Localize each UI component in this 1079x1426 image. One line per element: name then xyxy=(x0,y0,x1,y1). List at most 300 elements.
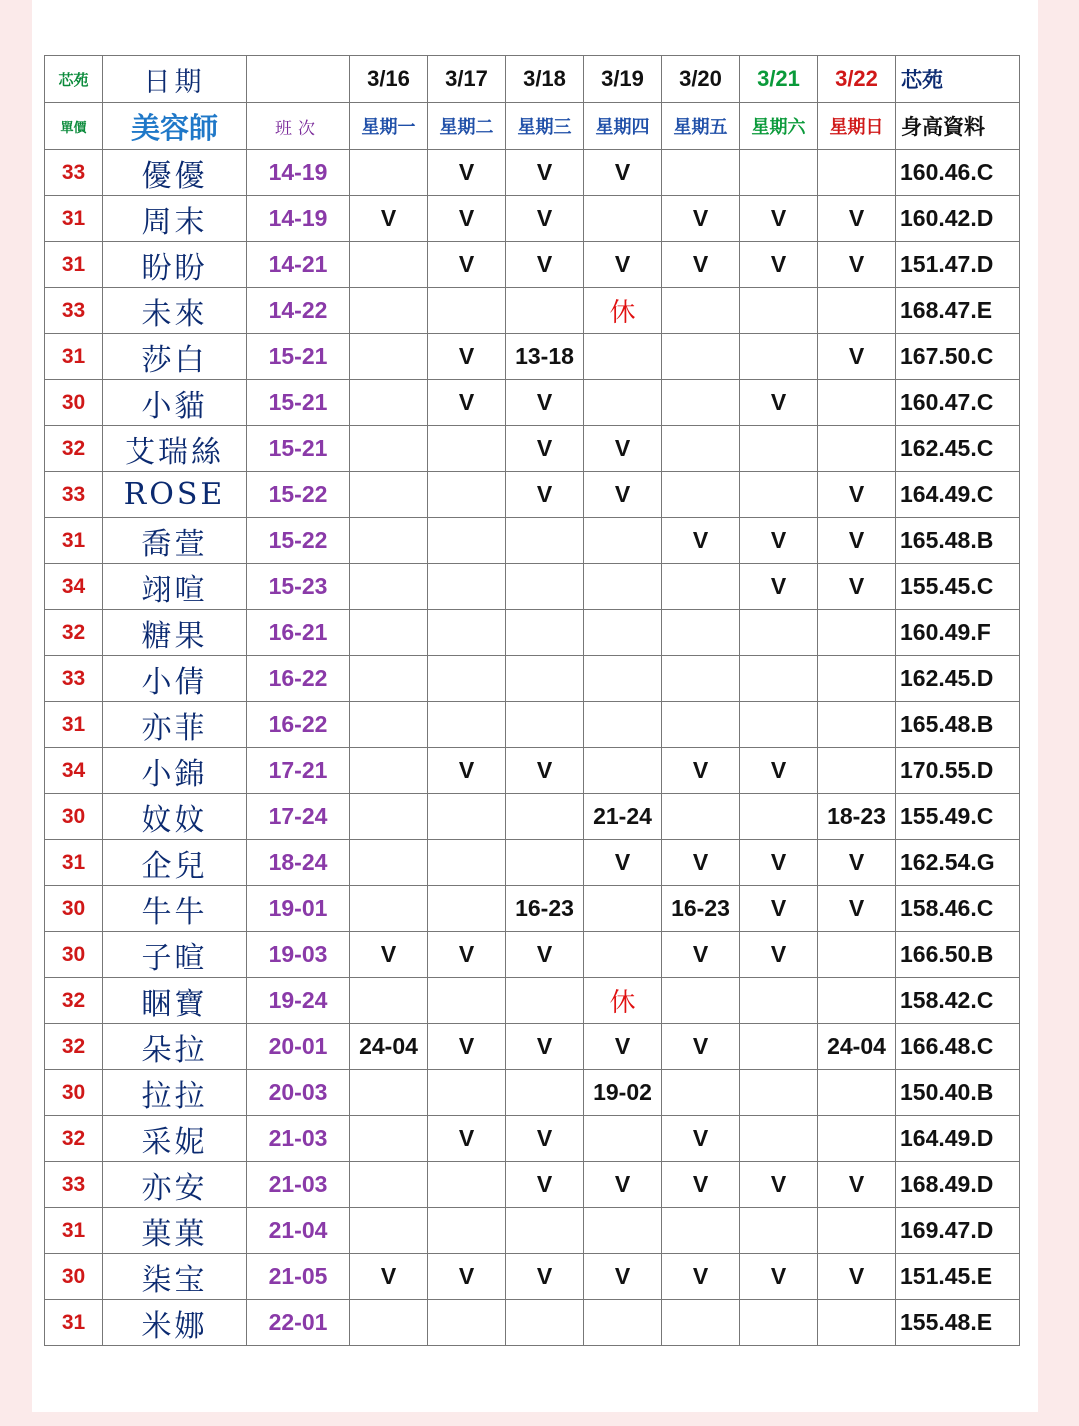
day-cell xyxy=(818,150,896,196)
day-cell xyxy=(818,288,896,334)
day-cell: V xyxy=(506,242,584,288)
date-header: 3/18 xyxy=(506,56,584,103)
weekday-header: 星期三 xyxy=(506,103,584,150)
unit-price-cell: 32 xyxy=(45,978,103,1024)
height-info-label: 身高資料 xyxy=(896,103,1020,150)
day-cell: V xyxy=(662,932,740,978)
table-row xyxy=(45,978,1020,1024)
beautician-name-cell: 柒宝 xyxy=(103,1254,247,1300)
day-cell xyxy=(740,656,818,702)
day-cell xyxy=(584,702,662,748)
height-info-cell: 160.42.D xyxy=(896,196,1020,242)
table-row xyxy=(45,748,1020,794)
beautician-name-cell: 睏寶 xyxy=(103,978,247,1024)
day-cell xyxy=(662,794,740,840)
day-cell xyxy=(506,1208,584,1254)
height-info-cell: 166.48.C xyxy=(896,1024,1020,1070)
day-cell: V xyxy=(662,1116,740,1162)
day-cell xyxy=(584,886,662,932)
day-cell xyxy=(506,840,584,886)
day-cell: V xyxy=(506,150,584,196)
day-cell xyxy=(350,1208,428,1254)
unit-price-cell: 30 xyxy=(45,380,103,426)
day-cell xyxy=(428,1162,506,1208)
day-cell xyxy=(662,380,740,426)
date-header-sunday: 3/22 xyxy=(818,56,896,103)
day-cell: 休 xyxy=(584,978,662,1024)
table-row xyxy=(45,1208,1020,1254)
day-cell: V xyxy=(428,1024,506,1070)
height-info-cell: 164.49.D xyxy=(896,1116,1020,1162)
day-cell xyxy=(584,196,662,242)
date-header: 3/20 xyxy=(662,56,740,103)
day-cell: V xyxy=(740,518,818,564)
day-cell: V xyxy=(506,1254,584,1300)
table-row xyxy=(45,932,1020,978)
beautician-name-cell: 妏妏 xyxy=(103,794,247,840)
day-cell xyxy=(428,702,506,748)
day-cell xyxy=(350,564,428,610)
height-info-cell: 170.55.D xyxy=(896,748,1020,794)
day-cell: V xyxy=(740,242,818,288)
beautician-name-cell: 翊喧 xyxy=(103,564,247,610)
table-row xyxy=(45,150,1020,196)
shift-cell: 17-24 xyxy=(247,794,350,840)
shift-cell: 21-03 xyxy=(247,1162,350,1208)
table-row xyxy=(45,334,1020,380)
day-cell: 19-02 xyxy=(584,1070,662,1116)
day-cell xyxy=(350,472,428,518)
day-cell xyxy=(740,1208,818,1254)
day-cell xyxy=(818,656,896,702)
day-cell: V xyxy=(662,242,740,288)
day-cell xyxy=(584,1208,662,1254)
height-info-cell: 168.49.D xyxy=(896,1162,1020,1208)
unit-price-cell: 30 xyxy=(45,886,103,932)
beautician-name-cell: 菓菓 xyxy=(103,1208,247,1254)
date-header: 3/16 xyxy=(350,56,428,103)
day-cell: V xyxy=(818,518,896,564)
header-row-dates xyxy=(45,56,1020,103)
day-cell xyxy=(350,288,428,334)
shift-cell: 14-19 xyxy=(247,150,350,196)
day-cell xyxy=(584,1116,662,1162)
day-cell xyxy=(350,840,428,886)
day-cell: V xyxy=(584,150,662,196)
day-cell xyxy=(584,380,662,426)
day-cell xyxy=(506,978,584,1024)
day-cell: V xyxy=(818,1162,896,1208)
day-cell xyxy=(662,150,740,196)
beautician-name-cell: 盼盼 xyxy=(103,242,247,288)
day-cell xyxy=(350,334,428,380)
day-cell xyxy=(350,242,428,288)
unit-price-cell: 31 xyxy=(45,196,103,242)
day-cell xyxy=(740,610,818,656)
day-cell xyxy=(740,288,818,334)
store-label-right: 芯苑 xyxy=(896,56,1020,103)
shift-cell: 22-01 xyxy=(247,1300,350,1346)
day-cell: V xyxy=(584,472,662,518)
day-cell: V xyxy=(428,196,506,242)
day-cell xyxy=(662,1208,740,1254)
height-info-cell: 165.48.B xyxy=(896,518,1020,564)
day-cell xyxy=(818,932,896,978)
day-cell: V xyxy=(584,840,662,886)
day-cell xyxy=(818,702,896,748)
unit-price-cell: 30 xyxy=(45,1254,103,1300)
day-cell: V xyxy=(506,196,584,242)
beautician-name-cell: 拉拉 xyxy=(103,1070,247,1116)
height-info-cell: 169.47.D xyxy=(896,1208,1020,1254)
day-cell xyxy=(818,610,896,656)
shift-cell: 18-24 xyxy=(247,840,350,886)
shift-cell: 15-21 xyxy=(247,426,350,472)
height-info-cell: 168.47.E xyxy=(896,288,1020,334)
day-cell xyxy=(506,1300,584,1346)
day-cell xyxy=(740,794,818,840)
beautician-name-cell: 喬萱 xyxy=(103,518,247,564)
day-cell xyxy=(662,1300,740,1346)
day-cell: V xyxy=(428,748,506,794)
height-info-cell: 160.46.C xyxy=(896,150,1020,196)
day-cell: V xyxy=(662,1254,740,1300)
day-cell xyxy=(350,702,428,748)
day-cell: 16-23 xyxy=(662,886,740,932)
beautician-name-cell: 采妮 xyxy=(103,1116,247,1162)
beautician-name-cell: 小貓 xyxy=(103,380,247,426)
shift-cell: 21-05 xyxy=(247,1254,350,1300)
day-cell: V xyxy=(584,426,662,472)
height-info-cell: 158.42.C xyxy=(896,978,1020,1024)
date-label: 日期 xyxy=(103,56,247,103)
beautician-name-cell: 小錦 xyxy=(103,748,247,794)
beautician-name-cell: 亦菲 xyxy=(103,702,247,748)
day-cell xyxy=(740,1070,818,1116)
shift-cell: 15-23 xyxy=(247,564,350,610)
beautician-name-cell: 朵拉 xyxy=(103,1024,247,1070)
day-cell xyxy=(584,932,662,978)
height-info-cell: 151.47.D xyxy=(896,242,1020,288)
day-cell: 24-04 xyxy=(350,1024,428,1070)
day-cell xyxy=(506,610,584,656)
height-info-cell: 164.49.C xyxy=(896,472,1020,518)
day-cell xyxy=(506,702,584,748)
store-label: 芯苑 xyxy=(45,56,103,103)
day-cell xyxy=(506,564,584,610)
day-cell xyxy=(662,564,740,610)
day-cell xyxy=(584,518,662,564)
day-cell: V xyxy=(818,886,896,932)
day-cell xyxy=(662,656,740,702)
weekday-header: 星期一 xyxy=(350,103,428,150)
beautician-name-cell: 子暄 xyxy=(103,932,247,978)
day-cell: V xyxy=(740,380,818,426)
day-cell: V xyxy=(584,1254,662,1300)
day-cell xyxy=(740,978,818,1024)
day-cell: V xyxy=(740,932,818,978)
beautician-name-cell: 莎白 xyxy=(103,334,247,380)
height-info-cell: 160.47.C xyxy=(896,380,1020,426)
table-row xyxy=(45,702,1020,748)
table-row xyxy=(45,564,1020,610)
unit-price-cell: 31 xyxy=(45,1300,103,1346)
day-cell: V xyxy=(818,334,896,380)
day-cell xyxy=(818,1116,896,1162)
shift-cell: 16-22 xyxy=(247,702,350,748)
height-info-cell: 158.46.C xyxy=(896,886,1020,932)
day-cell xyxy=(506,1070,584,1116)
day-cell: V xyxy=(818,196,896,242)
day-cell xyxy=(818,380,896,426)
height-info-cell: 155.48.E xyxy=(896,1300,1020,1346)
day-cell xyxy=(740,334,818,380)
unit-price-cell: 31 xyxy=(45,1208,103,1254)
unit-price-cell: 32 xyxy=(45,1116,103,1162)
day-cell xyxy=(740,702,818,748)
day-cell xyxy=(428,472,506,518)
day-cell xyxy=(350,656,428,702)
empty-header-cell xyxy=(247,56,350,103)
shift-cell: 17-21 xyxy=(247,748,350,794)
day-cell xyxy=(584,748,662,794)
day-cell xyxy=(818,1208,896,1254)
day-cell xyxy=(350,426,428,472)
weekday-header-saturday: 星期六 xyxy=(740,103,818,150)
day-cell xyxy=(662,978,740,1024)
weekday-header: 星期二 xyxy=(428,103,506,150)
day-cell xyxy=(428,840,506,886)
day-cell xyxy=(428,794,506,840)
shift-cell: 15-22 xyxy=(247,472,350,518)
day-cell xyxy=(350,380,428,426)
date-header-saturday: 3/21 xyxy=(740,56,818,103)
day-cell xyxy=(428,1208,506,1254)
unit-price-cell: 33 xyxy=(45,288,103,334)
day-cell: V xyxy=(662,196,740,242)
weekday-header-sunday: 星期日 xyxy=(818,103,896,150)
day-cell: V xyxy=(428,242,506,288)
unit-price-cell: 31 xyxy=(45,840,103,886)
day-cell xyxy=(428,610,506,656)
height-info-cell: 166.50.B xyxy=(896,932,1020,978)
unit-price-cell: 33 xyxy=(45,150,103,196)
height-info-cell: 155.45.C xyxy=(896,564,1020,610)
day-cell xyxy=(506,288,584,334)
beautician-name-cell: ROSE xyxy=(103,472,247,518)
beautician-name-cell: 米娜 xyxy=(103,1300,247,1346)
unit-price-cell: 34 xyxy=(45,748,103,794)
day-cell: V xyxy=(662,1024,740,1070)
table-row xyxy=(45,196,1020,242)
beautician-name-cell: 糖果 xyxy=(103,610,247,656)
height-info-cell: 151.45.E xyxy=(896,1254,1020,1300)
shift-cell: 19-03 xyxy=(247,932,350,978)
shift-label: 班次 xyxy=(247,103,350,150)
table-row xyxy=(45,472,1020,518)
day-cell xyxy=(818,426,896,472)
shift-cell: 15-21 xyxy=(247,380,350,426)
beautician-name-cell: 未來 xyxy=(103,288,247,334)
day-cell xyxy=(350,886,428,932)
shift-cell: 14-19 xyxy=(247,196,350,242)
day-cell: V xyxy=(584,242,662,288)
day-cell xyxy=(350,978,428,1024)
day-cell xyxy=(506,794,584,840)
height-info-cell: 162.54.G xyxy=(896,840,1020,886)
day-cell xyxy=(584,334,662,380)
day-cell xyxy=(350,1162,428,1208)
day-cell xyxy=(428,1070,506,1116)
day-cell: V xyxy=(506,748,584,794)
shift-cell: 19-01 xyxy=(247,886,350,932)
day-cell xyxy=(350,150,428,196)
unit-price-cell: 32 xyxy=(45,1024,103,1070)
day-cell xyxy=(428,656,506,702)
day-cell: V xyxy=(662,518,740,564)
table-row xyxy=(45,1254,1020,1300)
day-cell: V xyxy=(662,840,740,886)
day-cell xyxy=(662,426,740,472)
table-row xyxy=(45,656,1020,702)
day-cell xyxy=(818,978,896,1024)
day-cell: V xyxy=(506,1024,584,1070)
date-header: 3/19 xyxy=(584,56,662,103)
beautician-name-cell: 艾瑞絲 xyxy=(103,426,247,472)
beautician-name-cell: 亦安 xyxy=(103,1162,247,1208)
unit-price-cell: 30 xyxy=(45,932,103,978)
unit-price-cell: 30 xyxy=(45,794,103,840)
unit-price-cell: 31 xyxy=(45,242,103,288)
day-cell xyxy=(740,1116,818,1162)
day-cell: 18-23 xyxy=(818,794,896,840)
day-cell: V xyxy=(740,748,818,794)
height-info-cell: 155.49.C xyxy=(896,794,1020,840)
unit-price-cell: 31 xyxy=(45,334,103,380)
day-cell: V xyxy=(740,564,818,610)
shift-cell: 20-03 xyxy=(247,1070,350,1116)
day-cell xyxy=(350,794,428,840)
unit-price-cell: 32 xyxy=(45,426,103,472)
day-cell: V xyxy=(584,1024,662,1070)
table-row xyxy=(45,1300,1020,1346)
day-cell xyxy=(428,978,506,1024)
day-cell: V xyxy=(740,886,818,932)
day-cell: V xyxy=(428,1116,506,1162)
height-info-cell: 165.48.B xyxy=(896,702,1020,748)
height-info-cell: 162.45.D xyxy=(896,656,1020,702)
day-cell: V xyxy=(350,196,428,242)
schedule-sheet xyxy=(32,0,1038,1412)
day-cell xyxy=(740,472,818,518)
shift-cell: 15-21 xyxy=(247,334,350,380)
table-row xyxy=(45,242,1020,288)
day-cell xyxy=(428,1300,506,1346)
day-cell: V xyxy=(818,472,896,518)
day-cell: V xyxy=(428,380,506,426)
height-info-cell: 160.49.F xyxy=(896,610,1020,656)
day-cell: V xyxy=(506,472,584,518)
day-cell: V xyxy=(506,380,584,426)
day-cell: V xyxy=(506,932,584,978)
table-row xyxy=(45,840,1020,886)
unit-price-cell: 33 xyxy=(45,1162,103,1208)
weekday-header: 星期四 xyxy=(584,103,662,150)
shift-cell: 21-04 xyxy=(247,1208,350,1254)
table-row xyxy=(45,886,1020,932)
day-cell xyxy=(506,656,584,702)
height-info-cell: 150.40.B xyxy=(896,1070,1020,1116)
day-cell: V xyxy=(428,334,506,380)
beautician-name-cell: 企兒 xyxy=(103,840,247,886)
unit-price-cell: 34 xyxy=(45,564,103,610)
day-cell: V xyxy=(428,150,506,196)
shift-cell: 15-22 xyxy=(247,518,350,564)
day-cell xyxy=(350,1300,428,1346)
table-row xyxy=(45,1070,1020,1116)
day-cell: V xyxy=(740,196,818,242)
day-cell: V xyxy=(506,1116,584,1162)
day-cell: 16-23 xyxy=(506,886,584,932)
beautician-name-cell: 牛牛 xyxy=(103,886,247,932)
day-cell xyxy=(584,1300,662,1346)
day-cell xyxy=(740,1024,818,1070)
table-row xyxy=(45,1116,1020,1162)
day-cell: V xyxy=(740,1254,818,1300)
day-cell xyxy=(818,1300,896,1346)
day-cell: 24-04 xyxy=(818,1024,896,1070)
day-cell: V xyxy=(818,1254,896,1300)
day-cell xyxy=(428,288,506,334)
day-cell: V xyxy=(584,1162,662,1208)
day-cell xyxy=(584,610,662,656)
day-cell xyxy=(506,518,584,564)
table-row xyxy=(45,1024,1020,1070)
day-cell: V xyxy=(506,1162,584,1208)
date-header: 3/17 xyxy=(428,56,506,103)
unit-price-cell: 31 xyxy=(45,702,103,748)
day-cell xyxy=(662,702,740,748)
header-row-weekdays xyxy=(45,103,1020,150)
shift-cell: 20-01 xyxy=(247,1024,350,1070)
day-cell xyxy=(662,610,740,656)
unit-price-cell: 31 xyxy=(45,518,103,564)
day-cell: V xyxy=(662,748,740,794)
schedule-table xyxy=(44,55,1020,1346)
day-cell xyxy=(350,518,428,564)
day-cell xyxy=(428,518,506,564)
unit-price-cell: 33 xyxy=(45,472,103,518)
table-row xyxy=(45,518,1020,564)
day-cell: 休 xyxy=(584,288,662,334)
day-cell xyxy=(350,748,428,794)
day-cell: V xyxy=(428,932,506,978)
table-row xyxy=(45,1162,1020,1208)
unit-price-cell: 30 xyxy=(45,1070,103,1116)
day-cell: V xyxy=(662,1162,740,1208)
day-cell: V xyxy=(740,1162,818,1208)
day-cell: 13-18 xyxy=(506,334,584,380)
unit-price-cell: 33 xyxy=(45,656,103,702)
table-row xyxy=(45,794,1020,840)
beautician-name-cell: 優優 xyxy=(103,150,247,196)
day-cell xyxy=(350,1070,428,1116)
height-info-cell: 162.45.C xyxy=(896,426,1020,472)
table-row xyxy=(45,288,1020,334)
shift-cell: 16-21 xyxy=(247,610,350,656)
day-cell xyxy=(584,656,662,702)
day-cell: V xyxy=(818,840,896,886)
